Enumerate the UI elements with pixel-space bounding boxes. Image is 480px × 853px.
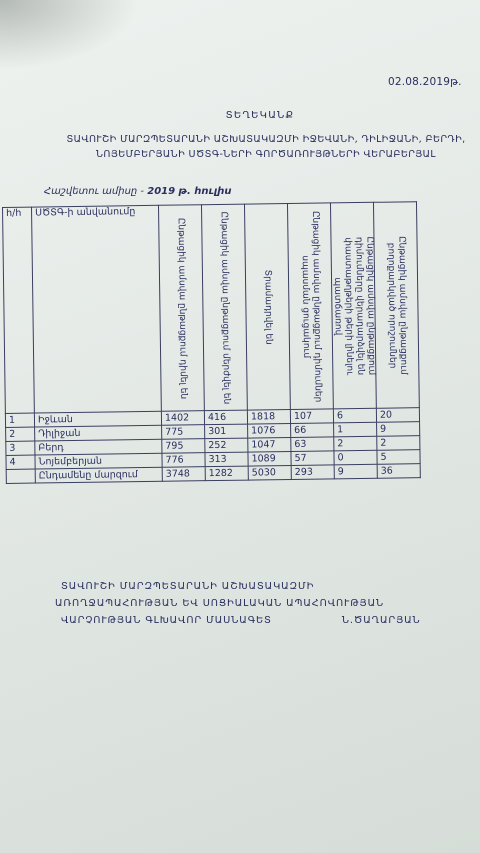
cell-rejected: 313: [205, 452, 248, 467]
report-table: [2, 201, 421, 484]
cell-waiting: 66: [291, 423, 334, 438]
row-index: 3: [6, 441, 35, 455]
period-value: 2019 թ. հուլիս: [147, 186, 232, 197]
cell-applied: 795: [162, 439, 205, 454]
cell-granted: 1089: [248, 451, 291, 466]
cell-applied: 776: [162, 453, 205, 468]
col-header-rejected: [201, 204, 247, 411]
cell-appealed: 20: [376, 408, 419, 423]
col-header-rejected-text: Ընթացիկ ամսվա ընթացքում մերժվել են: [218, 210, 232, 404]
cell-granted: 1047: [248, 437, 291, 452]
signature-position: ՎԱՐՉՈՒԹՅԱՆ ԳԼԽԱՎՈՐ ՄԱՍՆԱԳԵՏ: [61, 615, 272, 626]
row-index: 4: [6, 455, 35, 469]
cell-returned: 2: [334, 436, 377, 451]
document-title: ՏԵՂԵԿԱՆՔ: [225, 110, 295, 121]
col-header-granted-text: Տրամադրվել են: [262, 269, 274, 345]
col-header-waiting-text: Ընթացիկ ամսվա ընթացքում դիմումներ սպասման ցուցակում: [299, 210, 323, 402]
cell-returned: 6: [333, 408, 376, 423]
col-header-returned-text: Ընթացիկ ամսվա ընթացքում դիմումները վերադարձվել են փաստաթղթերի թերի լինելու պատճառով: [332, 235, 377, 375]
document-date: 02.08.2019թ.: [388, 76, 462, 88]
cell-applied: 1402: [161, 411, 204, 426]
col-header-applied: [158, 205, 204, 412]
row-name: Իջևան: [34, 411, 161, 427]
signature-name: Ն.ԾԱՂԱՐՅԱՆ: [341, 615, 421, 626]
cell-granted: 5030: [248, 465, 291, 480]
signature-line-1: ՏԱՎՈՒՇԻ ՄԱՐԶՊԵՏԱՐԱՆԻ ԱՇԽԱՏԱԿԱԶՄԻ: [61, 581, 315, 592]
cell-waiting: 107: [290, 409, 333, 424]
cell-waiting: 293: [291, 465, 334, 480]
table-header-row: [3, 202, 420, 414]
page-shadow: [0, 0, 140, 70]
reporting-period: [44, 186, 232, 197]
col-header-waiting: [287, 203, 333, 410]
row-name: Ընդամենը մարզում: [35, 467, 162, 483]
period-label: Հաշվետու ամիսը -: [44, 186, 145, 197]
cell-applied: 775: [162, 425, 205, 440]
cell-returned: 1: [334, 422, 377, 437]
cell-rejected: 416: [204, 410, 247, 425]
cell-granted: 1818: [247, 409, 290, 424]
row-name: Բերդ: [35, 439, 162, 455]
cell-appealed: 36: [377, 464, 420, 479]
subtitle-line-1: ՏԱՎՈՒՇԻ ՄԱՐԶՊԵՏԱՐԱՆԻ ԱՇԽԱՏԱԿԱԶՄԻ ԻՋԵՎԱՆԻ, ԴԻԼԻՋԱՆԻ, ԲԵՐԴԻ,: [66, 134, 466, 145]
subtitle-line-2: ՆՈՅԵՄԲԵՐՅԱՆԻ ՍԾՏԳ-ՆԵՐԻ ԳՈՐԾԱՌՈՒՅԹՆԵՐԻ ՎԵՐԱԲԵՐՅԱԼ: [96, 149, 436, 160]
cell-returned: 9: [334, 464, 377, 479]
col-header-returned: [330, 202, 376, 409]
signature-line-3: [55, 612, 475, 629]
cell-granted: 1076: [248, 423, 291, 438]
col-name-header: ՍԾՏԳ-ի անվանումը: [32, 205, 162, 413]
row-index: [6, 469, 35, 483]
document-subtitle: [46, 132, 480, 162]
cell-appealed: 5: [377, 450, 420, 465]
col-header-appealed: [373, 202, 419, 409]
signature-block: [55, 578, 475, 629]
cell-rejected: 252: [205, 438, 248, 453]
cell-applied: 3748: [162, 467, 205, 482]
cell-returned: 0: [334, 450, 377, 465]
col-index-header: h/h: [3, 207, 35, 413]
cell-appealed: 9: [377, 422, 420, 437]
cell-rejected: 1282: [205, 466, 248, 481]
row-name: Դիլիջան: [35, 425, 162, 441]
col-header-appealed-text: Ընթացիկ ամսվա ընթացքում բողոքարկված որոշումներ: [385, 235, 409, 375]
cell-appealed: 2: [377, 436, 420, 451]
row-index: 1: [5, 413, 34, 427]
cell-waiting: 57: [291, 451, 334, 466]
row-index: 2: [6, 427, 35, 441]
cell-waiting: 63: [291, 437, 334, 452]
show-through-text: [260, 780, 440, 830]
col-header-applied-text: Ընթացիկ ամսվա ընթացքում դիմել են: [175, 217, 189, 399]
col-header-granted: [244, 204, 290, 411]
cell-rejected: 301: [205, 424, 248, 439]
signature-line-2: ԱՌՈՂՋԱՊԱՀՈՒԹՅԱՆ ԵՎ ՍՈՑԻԱԼԱԿԱՆ ԱՊԱՀՈՎՈՒԹՅԱՆ: [55, 598, 385, 609]
row-name: Նոյեմբերյան: [35, 453, 162, 469]
